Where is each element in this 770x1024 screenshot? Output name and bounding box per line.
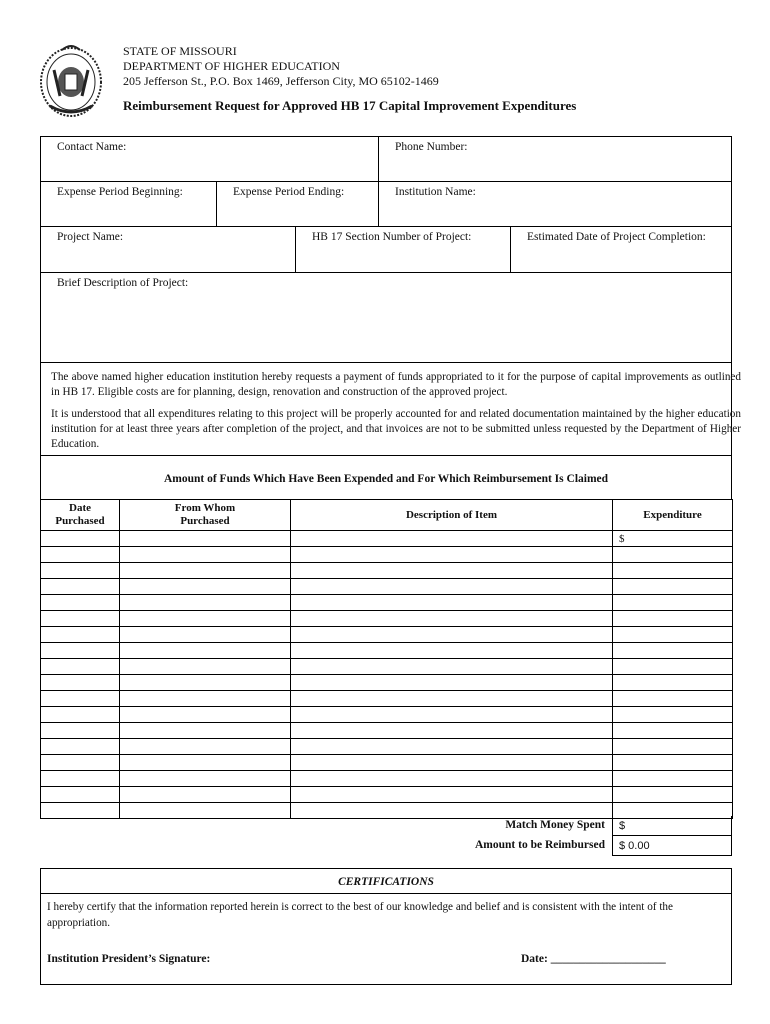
expenditure-cell[interactable] bbox=[613, 755, 733, 771]
from-whom-cell[interactable] bbox=[120, 531, 291, 547]
description-cell[interactable] bbox=[291, 787, 613, 803]
date-field[interactable]: Date: ____________________ bbox=[521, 953, 666, 965]
expenditure-cell[interactable] bbox=[613, 787, 733, 803]
table-row bbox=[41, 739, 733, 755]
date-cell[interactable] bbox=[41, 771, 120, 787]
from-whom-cell[interactable] bbox=[120, 675, 291, 691]
date-cell[interactable] bbox=[41, 579, 120, 595]
table-row bbox=[41, 755, 733, 771]
date-cell[interactable] bbox=[41, 723, 120, 739]
header-department: DEPARTMENT OF HIGHER EDUCATION bbox=[123, 59, 340, 73]
date-cell[interactable] bbox=[41, 563, 120, 579]
from-whom-cell[interactable] bbox=[120, 803, 291, 819]
from-whom-cell[interactable] bbox=[120, 579, 291, 595]
period-begin-label: Expense Period Beginning: bbox=[57, 186, 183, 198]
section-number-field[interactable] bbox=[296, 227, 511, 273]
expenditure-cell[interactable]: $ bbox=[613, 531, 733, 547]
expenditure-cell[interactable] bbox=[613, 627, 733, 643]
match-money-label: Match Money Spent bbox=[505, 819, 605, 831]
form-title: Reimbursement Request for Approved HB 17 Capital Improvement Expenditures bbox=[123, 98, 577, 113]
from-whom-cell[interactable] bbox=[120, 723, 291, 739]
contact-name-label: Contact Name: bbox=[57, 141, 127, 153]
date-cell[interactable] bbox=[41, 707, 120, 723]
col-from-whom: From Whom Purchased bbox=[120, 500, 291, 531]
description-cell[interactable] bbox=[291, 579, 613, 595]
description-cell[interactable] bbox=[291, 691, 613, 707]
section-number-label: HB 17 Section Number of Project: bbox=[312, 231, 472, 243]
date-cell[interactable] bbox=[41, 643, 120, 659]
description-cell[interactable] bbox=[291, 803, 613, 819]
date-cell[interactable] bbox=[41, 691, 120, 707]
description-cell[interactable] bbox=[291, 675, 613, 691]
expenditure-cell[interactable] bbox=[613, 579, 733, 595]
date-cell[interactable] bbox=[41, 531, 120, 547]
expenditure-cell[interactable] bbox=[613, 675, 733, 691]
table-row bbox=[41, 579, 733, 595]
from-whom-cell[interactable] bbox=[120, 739, 291, 755]
expenditure-cell[interactable] bbox=[613, 547, 733, 563]
expenditure-cell[interactable] bbox=[613, 771, 733, 787]
from-whom-cell[interactable] bbox=[120, 771, 291, 787]
description-cell[interactable] bbox=[291, 627, 613, 643]
expenditure-cell[interactable] bbox=[613, 659, 733, 675]
date-cell[interactable] bbox=[41, 739, 120, 755]
certifications-box bbox=[40, 868, 732, 985]
table-row bbox=[41, 595, 733, 611]
date-cell[interactable] bbox=[41, 803, 120, 819]
from-whom-cell[interactable] bbox=[120, 787, 291, 803]
state-seal-icon bbox=[38, 40, 104, 120]
col-date-purchased: Date Purchased bbox=[41, 500, 120, 531]
date-cell[interactable] bbox=[41, 627, 120, 643]
signature-label[interactable]: Institution President’s Signature: bbox=[47, 953, 211, 965]
from-whom-cell[interactable] bbox=[120, 595, 291, 611]
table-heading: Amount of Funds Which Have Been Expended and For Which Reimbursement Is Claimed bbox=[40, 455, 732, 500]
phone-number-label: Phone Number: bbox=[395, 141, 468, 153]
from-whom-cell[interactable] bbox=[120, 643, 291, 659]
header-state: STATE OF MISSOURI bbox=[123, 44, 237, 58]
description-cell[interactable] bbox=[291, 563, 613, 579]
description-cell[interactable] bbox=[291, 643, 613, 659]
institution-name-field[interactable] bbox=[379, 182, 731, 227]
from-whom-cell[interactable] bbox=[120, 755, 291, 771]
col-description: Description of Item bbox=[291, 500, 613, 531]
date-cell[interactable] bbox=[41, 611, 120, 627]
description-cell[interactable] bbox=[291, 739, 613, 755]
table-body bbox=[41, 531, 733, 819]
from-whom-cell[interactable] bbox=[120, 547, 291, 563]
project-name-field[interactable] bbox=[41, 227, 296, 273]
from-whom-cell[interactable] bbox=[120, 627, 291, 643]
expenditure-cell[interactable] bbox=[613, 595, 733, 611]
date-cell[interactable] bbox=[41, 547, 120, 563]
table-row bbox=[41, 627, 733, 643]
expenditure-cell[interactable] bbox=[613, 723, 733, 739]
description-cell[interactable] bbox=[291, 771, 613, 787]
amount-reimbursed-label: Amount to be Reimbursed bbox=[474, 839, 605, 851]
table-row bbox=[41, 787, 733, 803]
description-cell[interactable] bbox=[291, 611, 613, 627]
period-end-label: Expense Period Ending: bbox=[233, 186, 345, 198]
description-cell[interactable] bbox=[291, 531, 613, 547]
table-row bbox=[41, 611, 733, 627]
description-cell[interactable] bbox=[291, 547, 613, 563]
description-cell[interactable] bbox=[291, 755, 613, 771]
phone-number-field[interactable] bbox=[379, 137, 731, 182]
table-row bbox=[41, 643, 733, 659]
period-end-field[interactable] bbox=[217, 182, 379, 227]
match-money-input[interactable]: $ bbox=[612, 816, 732, 836]
table-row bbox=[41, 723, 733, 739]
institution-name-label: Institution Name: bbox=[395, 186, 476, 198]
description-field[interactable] bbox=[41, 273, 731, 363]
info-box bbox=[40, 136, 741, 456]
date-cell[interactable] bbox=[41, 675, 120, 691]
description-cell[interactable] bbox=[291, 707, 613, 723]
certification-text: I hereby certify that the information reported herein is correct to the best of our knowledge and belief and is consistent with the intent of the appropriation. bbox=[47, 901, 673, 929]
request-statement: The above named higher education institution hereby requests a payment of funds appropriated to it for the purpose of capital improvements as outlined in HB 17. Eligible costs are for planning, design, renovation and construction of the approved project. bbox=[51, 371, 741, 398]
project-name-label: Project Name: bbox=[57, 231, 124, 243]
from-whom-cell[interactable] bbox=[120, 707, 291, 723]
col-expenditure: Expenditure bbox=[613, 500, 733, 531]
description-label: Brief Description of Project: bbox=[57, 277, 189, 289]
completion-date-label: Estimated Date of Project Completion: bbox=[527, 231, 706, 243]
completion-date-field[interactable] bbox=[511, 227, 731, 273]
table-row bbox=[41, 675, 733, 691]
from-whom-cell[interactable] bbox=[120, 563, 291, 579]
from-whom-cell[interactable] bbox=[120, 611, 291, 627]
expenditure-cell[interactable] bbox=[613, 739, 733, 755]
from-whom-cell[interactable] bbox=[120, 691, 291, 707]
date-cell[interactable] bbox=[41, 659, 120, 675]
from-whom-cell[interactable] bbox=[120, 659, 291, 675]
amount-reimbursed-input[interactable]: $ 0.00 bbox=[612, 836, 732, 856]
date-cell[interactable] bbox=[41, 595, 120, 611]
header-address: 205 Jefferson St., P.O. Box 1469, Jefferson City, MO 65102-1469 bbox=[123, 74, 439, 88]
description-cell[interactable] bbox=[291, 595, 613, 611]
accounting-statement: It is understood that all expenditures relating to this project will be properly accounted for and related documentation maintained by the higher education institution for at least three years after completion of the project, and that invoices are not to be submitted unless requested by the Department of Higher Education. bbox=[51, 408, 741, 450]
description-cell[interactable] bbox=[291, 659, 613, 675]
certifications-title: CERTIFICATIONS bbox=[41, 869, 731, 894]
expenditure-cell[interactable] bbox=[613, 643, 733, 659]
table-row bbox=[41, 707, 733, 723]
date-cell[interactable] bbox=[41, 755, 120, 771]
description-cell[interactable] bbox=[291, 723, 613, 739]
table-row bbox=[41, 771, 733, 787]
expenditure-cell[interactable] bbox=[613, 691, 733, 707]
contact-name-field[interactable] bbox=[41, 137, 379, 182]
expenditure-cell[interactable] bbox=[613, 611, 733, 627]
table-row bbox=[41, 691, 733, 707]
expenditure-cell[interactable] bbox=[613, 563, 733, 579]
expenditure-table bbox=[40, 499, 733, 819]
table-row bbox=[41, 531, 733, 547]
date-cell[interactable] bbox=[41, 787, 120, 803]
expenditure-cell[interactable] bbox=[613, 707, 733, 723]
table-row bbox=[41, 563, 733, 579]
period-begin-field[interactable] bbox=[41, 182, 217, 227]
table-row bbox=[41, 547, 733, 563]
table-row bbox=[41, 659, 733, 675]
